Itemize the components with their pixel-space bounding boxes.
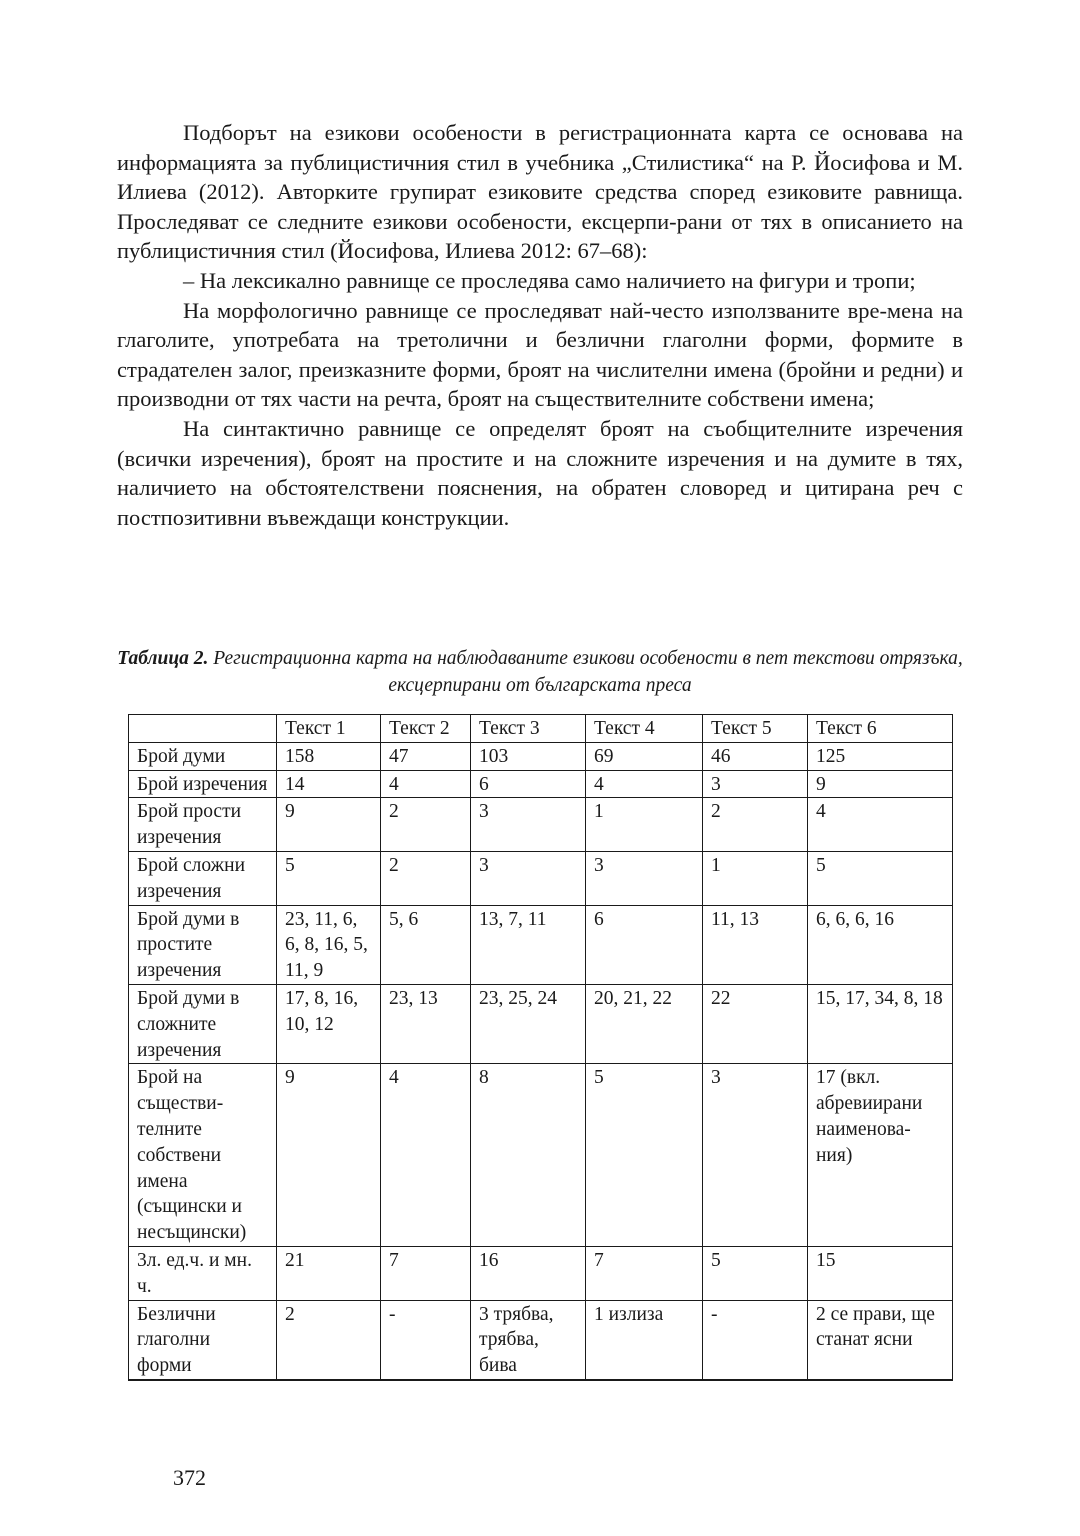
table-cell: 2	[381, 851, 471, 905]
table-cell: 11, 13	[703, 905, 808, 984]
table-cell: 7	[586, 1246, 703, 1300]
table-cell: 4	[586, 770, 703, 798]
header-cell: Текст 1	[277, 715, 381, 743]
table-cell: -	[703, 1300, 808, 1380]
row-label: Брой думи	[129, 742, 277, 770]
table-cell: 5	[703, 1246, 808, 1300]
registration-table	[128, 714, 953, 1381]
table-cell: 9	[277, 1064, 381, 1247]
table-cell: 3	[703, 770, 808, 798]
table-cell: 2	[277, 1300, 381, 1380]
body-text	[117, 118, 963, 532]
table-cell: 3	[703, 1064, 808, 1247]
table-cell: -	[381, 1300, 471, 1380]
table-cell: 6	[471, 770, 586, 798]
table-cell: 2	[381, 798, 471, 852]
table-cell: 14	[277, 770, 381, 798]
paragraph: – На лексикално равнище се проследява само наличието на фигури и тропи;	[183, 267, 916, 293]
table-cell: 23, 13	[381, 984, 471, 1063]
table-row	[129, 742, 953, 770]
table-caption	[117, 645, 963, 699]
row-label: Безлични глаголни форми	[129, 1300, 277, 1380]
table-caption-label: Таблица 2.	[117, 648, 209, 669]
table-cell: 20, 21, 22	[586, 984, 703, 1063]
table-cell: 1	[703, 851, 808, 905]
table-cell: 23, 25, 24	[471, 984, 586, 1063]
table-cell: 4	[381, 770, 471, 798]
table-row	[129, 1064, 953, 1247]
table-cell: 8	[471, 1064, 586, 1247]
table-cell: 69	[586, 742, 703, 770]
table-cell: 23, 11, 6, 6, 8, 16, 5, 11, 9	[277, 905, 381, 984]
table-cell: 4	[381, 1064, 471, 1247]
table-cell: 5	[808, 851, 953, 905]
header-cell	[129, 715, 277, 743]
table-row	[129, 1246, 953, 1300]
table-row	[129, 798, 953, 852]
header-cell: Текст 4	[586, 715, 703, 743]
table-cell: 15, 17, 34, 8, 18	[808, 984, 953, 1063]
table-header-row	[129, 715, 953, 743]
table-cell: 17, 8, 16, 10, 12	[277, 984, 381, 1063]
table-cell: 47	[381, 742, 471, 770]
table-cell: 6, 6, 6, 16	[808, 905, 953, 984]
table-cell: 9	[277, 798, 381, 852]
table-cell: 7	[381, 1246, 471, 1300]
table-cell: 1	[586, 798, 703, 852]
header-cell: Текст 2	[381, 715, 471, 743]
table-caption-text: Регистрационна карта на наблюдаваните езикови особености в пет текстови отрязъка, ексцерпирани от българската преса	[208, 648, 963, 696]
table-cell: 125	[808, 742, 953, 770]
row-label: 3л. ед.ч. и мн. ч.	[129, 1246, 277, 1300]
row-label: Брой прости изречения	[129, 798, 277, 852]
table-cell: 21	[277, 1246, 381, 1300]
table-cell: 9	[808, 770, 953, 798]
table-cell: 3	[586, 851, 703, 905]
row-label: Брой на съществи-телните собствени имена (същински и несъщински)	[129, 1064, 277, 1247]
paragraph: На синтактично равнище се определят броят на съобщителните изречения (всички изречения), броят на простите и на сложните изречения и на думите в тях, наличието на обстоятелствени пояснения, на обратен словоред и цитирана реч с постпозитивни въвеждащи конструкции.	[117, 415, 963, 530]
table-cell: 5	[277, 851, 381, 905]
row-label: Брой думи в простите изречения	[129, 905, 277, 984]
table-row	[129, 851, 953, 905]
table-cell: 2 се прави, ще станат ясни	[808, 1300, 953, 1380]
table-cell: 3 трябва, трябва, бива	[471, 1300, 586, 1380]
table-cell: 46	[703, 742, 808, 770]
table-cell: 13, 7, 11	[471, 905, 586, 984]
table-cell: 5	[586, 1064, 703, 1247]
table-cell: 17 (вкл. абревиирани наименова-ния)	[808, 1064, 953, 1247]
paragraph: Подборът на езикови особености в регистрационната карта се основава на информацията за публицистичния стил в учебника „Стилистика“ на Р. Йосифова и М. Илиева (2012). Авторките групират езиковите средства според езиковите равнища. Проследяват се следните езикови особености, ексцерпи-рани от тях в описанието на публицистичния стил (Йосифова, Илиева 2012: 67–68):	[117, 120, 963, 264]
paragraph: На морфологично равнище се проследяват най-често използваните вре-мена на глаголите, употребата на третолични и безлични глаголни форми, формите в страдателен залог, преизказните форми, броят на числителни имена (бройни и редни) и производни от тях части на речта, броят на съществителните собствени имена;	[117, 297, 963, 412]
table-cell: 3	[471, 798, 586, 852]
header-cell: Текст 3	[471, 715, 586, 743]
row-label: Брой думи в сложните изречения	[129, 984, 277, 1063]
table-row	[129, 905, 953, 984]
table-row	[129, 1300, 953, 1380]
table-row	[129, 984, 953, 1063]
header-cell: Текст 6	[808, 715, 953, 743]
table-cell: 2	[703, 798, 808, 852]
table-cell: 6	[586, 905, 703, 984]
row-label: Брой изречения	[129, 770, 277, 798]
table-cell: 4	[808, 798, 953, 852]
table-cell: 158	[277, 742, 381, 770]
table-cell: 22	[703, 984, 808, 1063]
table-cell: 15	[808, 1246, 953, 1300]
table-cell: 103	[471, 742, 586, 770]
row-label: Брой сложни изречения	[129, 851, 277, 905]
table-cell: 5, 6	[381, 905, 471, 984]
table-cell: 1 излиза	[586, 1300, 703, 1380]
table-cell: 3	[471, 851, 586, 905]
header-cell: Текст 5	[703, 715, 808, 743]
table-cell: 16	[471, 1246, 586, 1300]
table-row	[129, 770, 953, 798]
page-number: 372	[173, 1465, 206, 1490]
